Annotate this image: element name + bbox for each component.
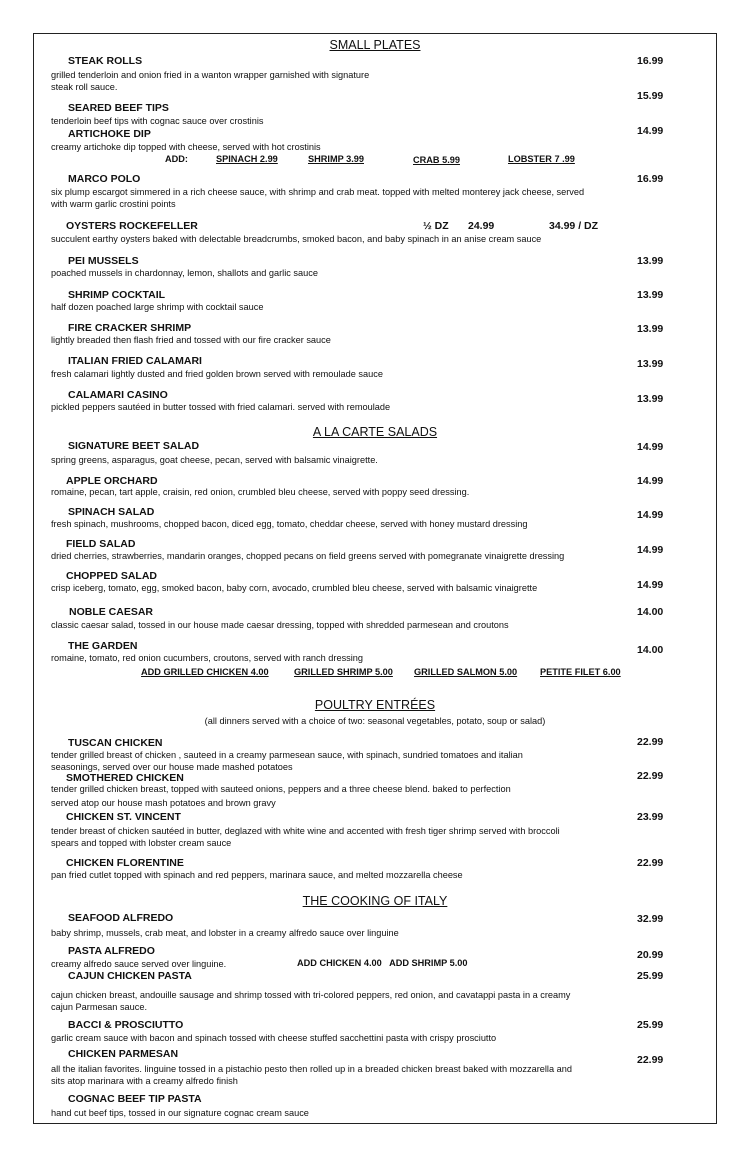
item-price: 13.99 bbox=[637, 289, 664, 301]
addon-shrimp: SHRIMP 3.99 bbox=[308, 154, 364, 164]
salads-header: A LA CARTE SALADS bbox=[312, 425, 438, 439]
item-name: CHICKEN PARMESAN bbox=[68, 1048, 179, 1060]
small-plates-header: SMALL PLATES bbox=[329, 38, 421, 52]
item-description: romaine, pecan, tart apple, craisin, red onion, crumbled bleu cheese, served with poppy seed dressing. bbox=[51, 487, 470, 497]
item-name: OYSTERS ROCKEFELLER bbox=[66, 220, 198, 232]
item-name: STEAK ROLLS bbox=[68, 55, 143, 67]
item-description: spring greens, asparagus, goat cheese, pecan, served with balsamic vinaigrette. bbox=[51, 455, 378, 465]
poultry-note: (all dinners served with a choice of two: seasonal vegetables, potato, soup or salad) bbox=[204, 716, 546, 726]
item-name: FIRE CRACKER SHRIMP bbox=[68, 322, 192, 334]
item-price: 13.99 bbox=[637, 393, 664, 405]
item-price: 14.99 bbox=[637, 579, 664, 591]
item-price: 14.99 bbox=[637, 509, 664, 521]
item-description: cajun Parmesan sauce. bbox=[51, 1002, 148, 1012]
item-name: PASTA ALFREDO bbox=[68, 945, 155, 957]
item-description: grilled tenderloin and onion fried in a wanton wrapper garnished with signature bbox=[51, 70, 370, 80]
item-name: NOBLE CAESAR bbox=[69, 606, 154, 618]
item-price: 16.99 bbox=[637, 55, 664, 67]
item-description: crisp iceberg, tomato, egg, smoked bacon, baby corn, avocado, crumbled bleu cheese, served with balsamic vinaigrette bbox=[51, 583, 538, 593]
item-name: CAJUN CHICKEN PASTA bbox=[68, 970, 192, 982]
item-name: THE GARDEN bbox=[68, 640, 138, 652]
item-description: pickled peppers sautéed in butter tossed with fried calamari. served with remoulade bbox=[51, 402, 391, 412]
item-price: 13.99 bbox=[637, 358, 664, 370]
item-description: tender grilled chicken breast, topped with sauteed onions, peppers and a three cheese blend. baked to perfection bbox=[51, 784, 511, 794]
item-price: 22.99 bbox=[637, 736, 664, 748]
item-price: 14.99 bbox=[637, 475, 664, 487]
item-price: 14.99 bbox=[637, 544, 664, 556]
addon-grilled-salmon: GRILLED SALMON 5.00 bbox=[414, 667, 518, 677]
item-name: COGNAC BEEF TIP PASTA bbox=[68, 1093, 202, 1105]
item-name: CHOPPED SALAD bbox=[66, 570, 158, 582]
item-price: 13.99 bbox=[637, 323, 664, 335]
pasta-alfredo-addons: ADD CHICKEN 4.00 ADD SHRIMP 5.00 bbox=[297, 958, 468, 968]
item-description: with warm garlic crostini points bbox=[51, 199, 176, 209]
item-description: fresh calamari lightly dusted and fried golden brown served with remoulade sauce bbox=[51, 369, 383, 379]
item-price: 14.00 bbox=[637, 644, 664, 656]
item-description: romaine, tomato, red onion cucumbers, croutons, served with ranch dressing bbox=[51, 653, 364, 663]
item-description: hand cut beef tips, tossed in our signature cognac cream sauce bbox=[51, 1108, 309, 1118]
item-description: creamy alfredo sauce served over linguine. bbox=[51, 959, 227, 969]
item-description: lightly breaded then flash fried and tossed with our fire cracker sauce bbox=[51, 335, 331, 345]
italy-header: THE COOKING OF ITALY bbox=[302, 894, 448, 908]
item-price: 25.99 bbox=[637, 970, 664, 982]
item-description: dried cherries, strawberries, mandarin oranges, chopped pecans on field greens served with pomegranate vinaigrette dressing bbox=[51, 551, 565, 561]
item-price: 20.99 bbox=[637, 949, 664, 961]
poultry-header: POULTRY ENTRÉES bbox=[314, 698, 436, 712]
item-description: six plump escargot simmered in a rich cheese sauce, with shrimp and crab meat. topped with melted monterey jack cheese, served bbox=[51, 187, 585, 197]
item-description: steak roll sauce. bbox=[51, 82, 118, 92]
item-price: 22.99 bbox=[637, 857, 664, 869]
addon-petite-filet: PETITE FILET 6.00 bbox=[540, 667, 621, 677]
item-name: BACCI & PROSCIUTTO bbox=[68, 1019, 184, 1031]
item-price: 22.99 bbox=[637, 1054, 664, 1066]
item-description: tender breast of chicken sautéed in butter, deglazed with white wine and accented with fresh tiger shrimp served with broccoli bbox=[51, 826, 560, 836]
item-name: SPINACH SALAD bbox=[68, 506, 155, 518]
item-price: 13.99 bbox=[637, 255, 664, 267]
item-description: creamy artichoke dip topped with cheese, served with hot crostinis bbox=[51, 142, 321, 152]
item-name: ARTICHOKE DIP bbox=[68, 128, 151, 140]
item-description: garlic cream sauce with bacon and spinach tossed with cheese stuffed sacchettini pasta with crispy prosciutto bbox=[51, 1033, 497, 1043]
item-description: pan fried cutlet topped with spinach and red peppers, marinara sauce, and melted mozzarella cheese bbox=[51, 870, 463, 880]
item-name: CHICKEN FLORENTINE bbox=[66, 857, 184, 869]
item-description: spears and topped with lobster cream sauce bbox=[51, 838, 232, 848]
item-description: cajun chicken breast, andouille sausage and shrimp tossed with tri-colored peppers, red onion, and cavatappi pasta in a creamy bbox=[51, 990, 571, 1000]
item-description: half dozen poached large shrimp with cocktail sauce bbox=[51, 302, 264, 312]
item-description: baby shrimp, mussels, crab meat, and lobster in a creamy alfredo sauce over linguine bbox=[51, 928, 399, 938]
item-description: classic caesar salad, tossed in our house made caesar dressing, topped with shredded parmesean and croutons bbox=[51, 620, 509, 630]
item-description: succulent earthy oysters baked with delectable breadcrumbs, smoked bacon, and baby spinach in an anise cream sauce bbox=[51, 234, 542, 244]
item-price: 23.99 bbox=[637, 811, 664, 823]
item-name: APPLE ORCHARD bbox=[66, 475, 158, 487]
item-name: ITALIAN FRIED CALAMARI bbox=[68, 355, 202, 367]
item-name: SMOTHERED CHICKEN bbox=[66, 772, 184, 784]
item-description: seasonings, served over our house made mashed potatoes bbox=[51, 762, 293, 772]
item-price: 15.99 bbox=[637, 90, 664, 102]
item-price: 32.99 bbox=[637, 913, 664, 925]
oysters-half-dozen: ½ DZ bbox=[423, 220, 449, 232]
item-name: SHRIMP COCKTAIL bbox=[68, 289, 166, 301]
item-description: all the italian favorites. linguine tossed in a pistachio pesto then rolled up in a breaded chicken breast baked with mozzarella and bbox=[51, 1064, 572, 1074]
item-price: 16.99 bbox=[637, 173, 664, 185]
addon-grilled-chicken: ADD GRILLED CHICKEN 4.00 bbox=[141, 667, 269, 677]
item-description: sits atop marinara with a creamy alfredo finish bbox=[51, 1076, 238, 1086]
item-price: 22.99 bbox=[637, 770, 664, 782]
item-price: 14.99 bbox=[637, 441, 664, 453]
item-price: 14.99 bbox=[637, 125, 664, 137]
addon-spinach: SPINACH 2.99 bbox=[216, 154, 278, 164]
addon-crab: CRAB 5.99 bbox=[413, 155, 460, 165]
addon-lobster: LOBSTER 7 .99 bbox=[508, 154, 575, 164]
item-name: MARCO POLO bbox=[68, 173, 141, 185]
item-description: tender grilled breast of chicken , sauteed in a creamy parmesean sauce, with spinach, sundried tomatoes and italian bbox=[51, 750, 523, 760]
item-description: served atop our house mash potatoes and brown gravy bbox=[51, 798, 276, 808]
item-name: FIELD SALAD bbox=[66, 538, 136, 550]
item-price: 14.00 bbox=[637, 606, 664, 618]
item-name: TUSCAN CHICKEN bbox=[68, 737, 163, 749]
addon-label: ADD: bbox=[165, 154, 188, 164]
item-name: SEAFOOD ALFREDO bbox=[68, 912, 174, 924]
item-description: poached mussels in chardonnay, lemon, shallots and garlic sauce bbox=[51, 268, 318, 278]
item-description: fresh spinach, mushrooms, chopped bacon, diced egg, tomato, cheddar cheese, served with honey mustard dressing bbox=[51, 519, 528, 529]
item-name: SIGNATURE BEET SALAD bbox=[68, 440, 200, 452]
item-name: CALAMARI CASINO bbox=[68, 389, 168, 401]
oysters-dozen-price: 34.99 / DZ bbox=[549, 220, 599, 232]
item-name: SEARED BEEF TIPS bbox=[68, 102, 169, 114]
item-price: 25.99 bbox=[637, 1019, 664, 1031]
addon-grilled-shrimp: GRILLED SHRIMP 5.00 bbox=[294, 667, 393, 677]
item-description: tenderloin beef tips with cognac sauce over crostinis bbox=[51, 116, 264, 126]
item-name: CHICKEN ST. VINCENT bbox=[66, 811, 181, 823]
oysters-half-price: 24.99 bbox=[468, 220, 495, 232]
item-name: PEI MUSSELS bbox=[68, 255, 139, 267]
